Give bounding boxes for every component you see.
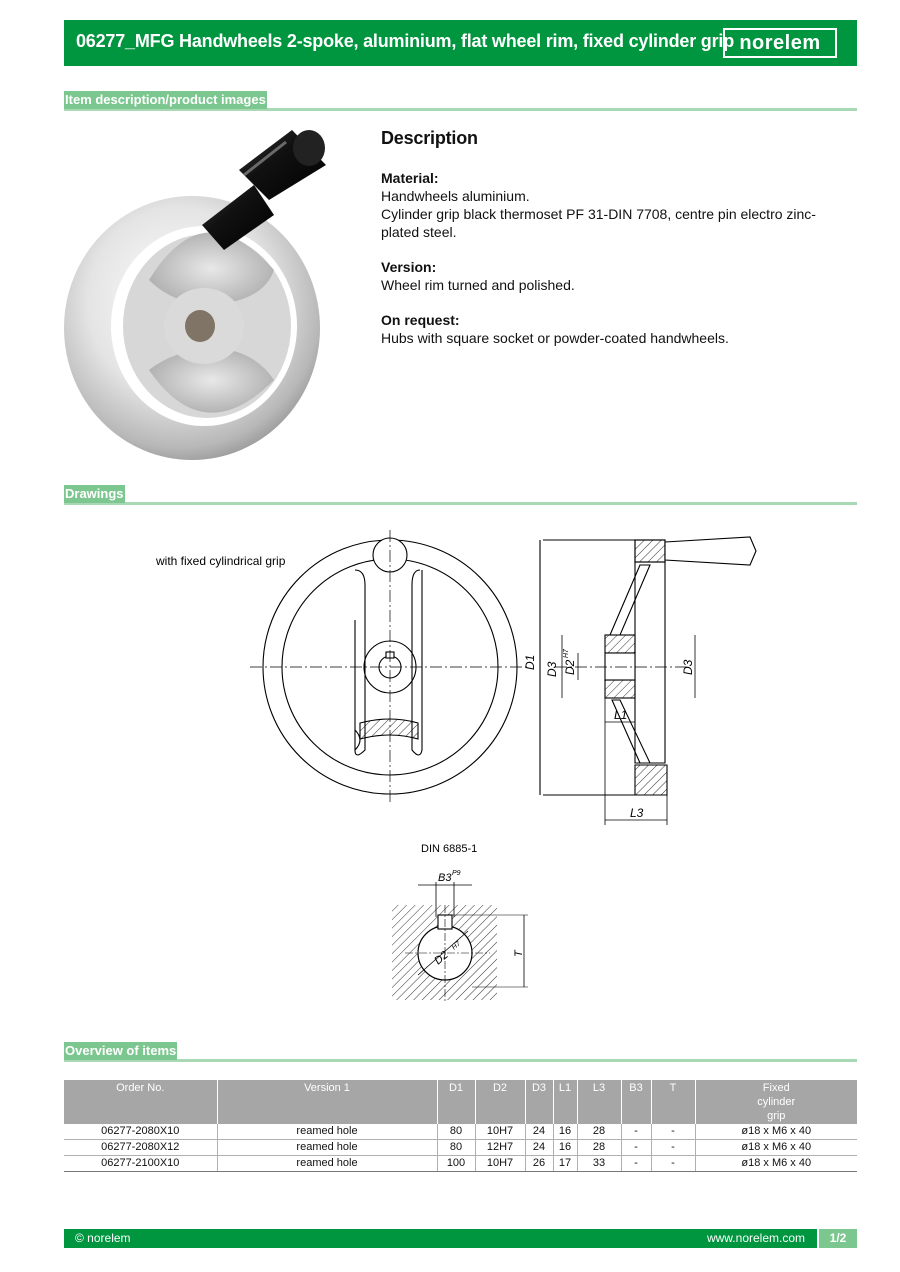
material-label: Material:	[381, 170, 439, 186]
col-b3: B3	[621, 1080, 651, 1124]
keyway-detail	[392, 882, 528, 1001]
technical-drawing	[150, 525, 770, 1015]
grip-caption: with fixed cylindrical grip	[156, 554, 286, 568]
col-version: Version 1	[217, 1080, 437, 1124]
material-line-1: Handwheels aluminium.	[381, 188, 530, 204]
footer-copyright: © norelem	[75, 1231, 131, 1245]
cell-order-no: 06277-2080X12	[64, 1140, 217, 1156]
table-header-row	[64, 1080, 857, 1124]
cell-t: -	[651, 1156, 695, 1172]
section-header-item-description	[64, 91, 857, 111]
section-header-overview	[64, 1042, 857, 1062]
cell-l1: 17	[553, 1156, 577, 1172]
front-centerlines	[250, 530, 530, 805]
cell-t: -	[651, 1124, 695, 1140]
version-text: Wheel rim turned and polished.	[381, 277, 575, 293]
section-label: Item description/product images	[65, 92, 266, 107]
cell-d2: 12H7	[475, 1140, 525, 1156]
dim-d2-key-label: D2	[432, 949, 451, 968]
dim-d3-left-label: D3	[545, 661, 559, 677]
cell-version: reamed hole	[217, 1140, 437, 1156]
cell-d1: 80	[437, 1140, 475, 1156]
items-table	[64, 1080, 857, 1172]
section-rule	[64, 1059, 857, 1062]
cell-d3: 24	[525, 1140, 553, 1156]
section-label: Overview of items	[65, 1043, 177, 1058]
dim-b3-tolerance: P9	[452, 870, 461, 877]
col-d2: D2	[475, 1080, 525, 1124]
section-header-drawings	[64, 485, 857, 505]
cell-fixed-grip: ø18 x M6 x 40	[695, 1156, 857, 1172]
col-order-no: Order No.	[64, 1080, 217, 1124]
dim-l3-label: L3	[630, 806, 644, 820]
cell-l1: 16	[553, 1140, 577, 1156]
cell-version: reamed hole	[217, 1156, 437, 1172]
cell-l3: 28	[577, 1124, 621, 1140]
dim-t-label: T	[513, 950, 525, 957]
cell-b3: -	[621, 1140, 651, 1156]
col-d1: D1	[437, 1080, 475, 1124]
cell-d3: 26	[525, 1156, 553, 1172]
page-title: 06277_MFG Handwheels 2-spoke, aluminium, flat wheel rim, fixed cylinder grip	[76, 31, 734, 51]
col-t: T	[651, 1080, 695, 1124]
description-heading: Description	[381, 128, 478, 148]
cell-d2: 10H7	[475, 1124, 525, 1140]
request-label: On request:	[381, 312, 460, 328]
dim-d2-key-tolerance: H7	[450, 940, 463, 952]
footer-url-link[interactable]: www.norelem.com	[706, 1231, 805, 1245]
cell-d1: 100	[437, 1156, 475, 1172]
cell-b3: -	[621, 1124, 651, 1140]
cell-fixed-grip: ø18 x M6 x 40	[695, 1124, 857, 1140]
cell-b3: -	[621, 1156, 651, 1172]
dim-b3-label: B3	[438, 872, 452, 884]
request-text: Hubs with square socket or powder-coated handwheels.	[381, 330, 729, 346]
table-row[interactable]	[64, 1124, 857, 1140]
col-fixed-grip: Fixed cylinder grip	[695, 1080, 857, 1124]
col-l1: L1	[553, 1080, 577, 1124]
cell-l1: 16	[553, 1124, 577, 1140]
page-number: 1/2	[817, 1229, 857, 1248]
norelem-logo: norelem	[723, 28, 837, 58]
cell-t: -	[651, 1140, 695, 1156]
table-row[interactable]	[64, 1156, 857, 1172]
din-label: DIN 6885-1	[421, 843, 478, 855]
cell-l3: 28	[577, 1140, 621, 1156]
cell-d1: 80	[437, 1124, 475, 1140]
cell-l3: 33	[577, 1156, 621, 1172]
dim-d3-right-label: D3	[681, 659, 695, 675]
cell-order-no: 06277-2100X10	[64, 1156, 217, 1172]
section-label: Drawings	[65, 486, 124, 501]
dim-d1-label: D1	[523, 654, 537, 670]
dim-d2-tolerance: H7	[563, 649, 570, 658]
cell-fixed-grip: ø18 x M6 x 40	[695, 1140, 857, 1156]
table-row[interactable]	[64, 1140, 857, 1156]
section-rule	[64, 502, 857, 505]
dim-d2-label: D2	[563, 659, 577, 675]
cell-order-no: 06277-2080X10	[64, 1124, 217, 1140]
dim-l1-label: L1	[614, 708, 628, 722]
version-label: Version:	[381, 259, 437, 275]
cell-version: reamed hole	[217, 1124, 437, 1140]
description-block	[381, 129, 851, 347]
title-bar	[64, 20, 857, 66]
cell-d2: 10H7	[475, 1156, 525, 1172]
cell-d3: 24	[525, 1124, 553, 1140]
handwheel-product-image	[64, 130, 326, 465]
material-line-2: Cylinder grip black thermoset PF 31-DIN 7708, centre pin electro zinc-plated steel.	[381, 206, 816, 240]
page-footer	[64, 1229, 857, 1248]
col-l3: L3	[577, 1080, 621, 1124]
col-d3: D3	[525, 1080, 553, 1124]
